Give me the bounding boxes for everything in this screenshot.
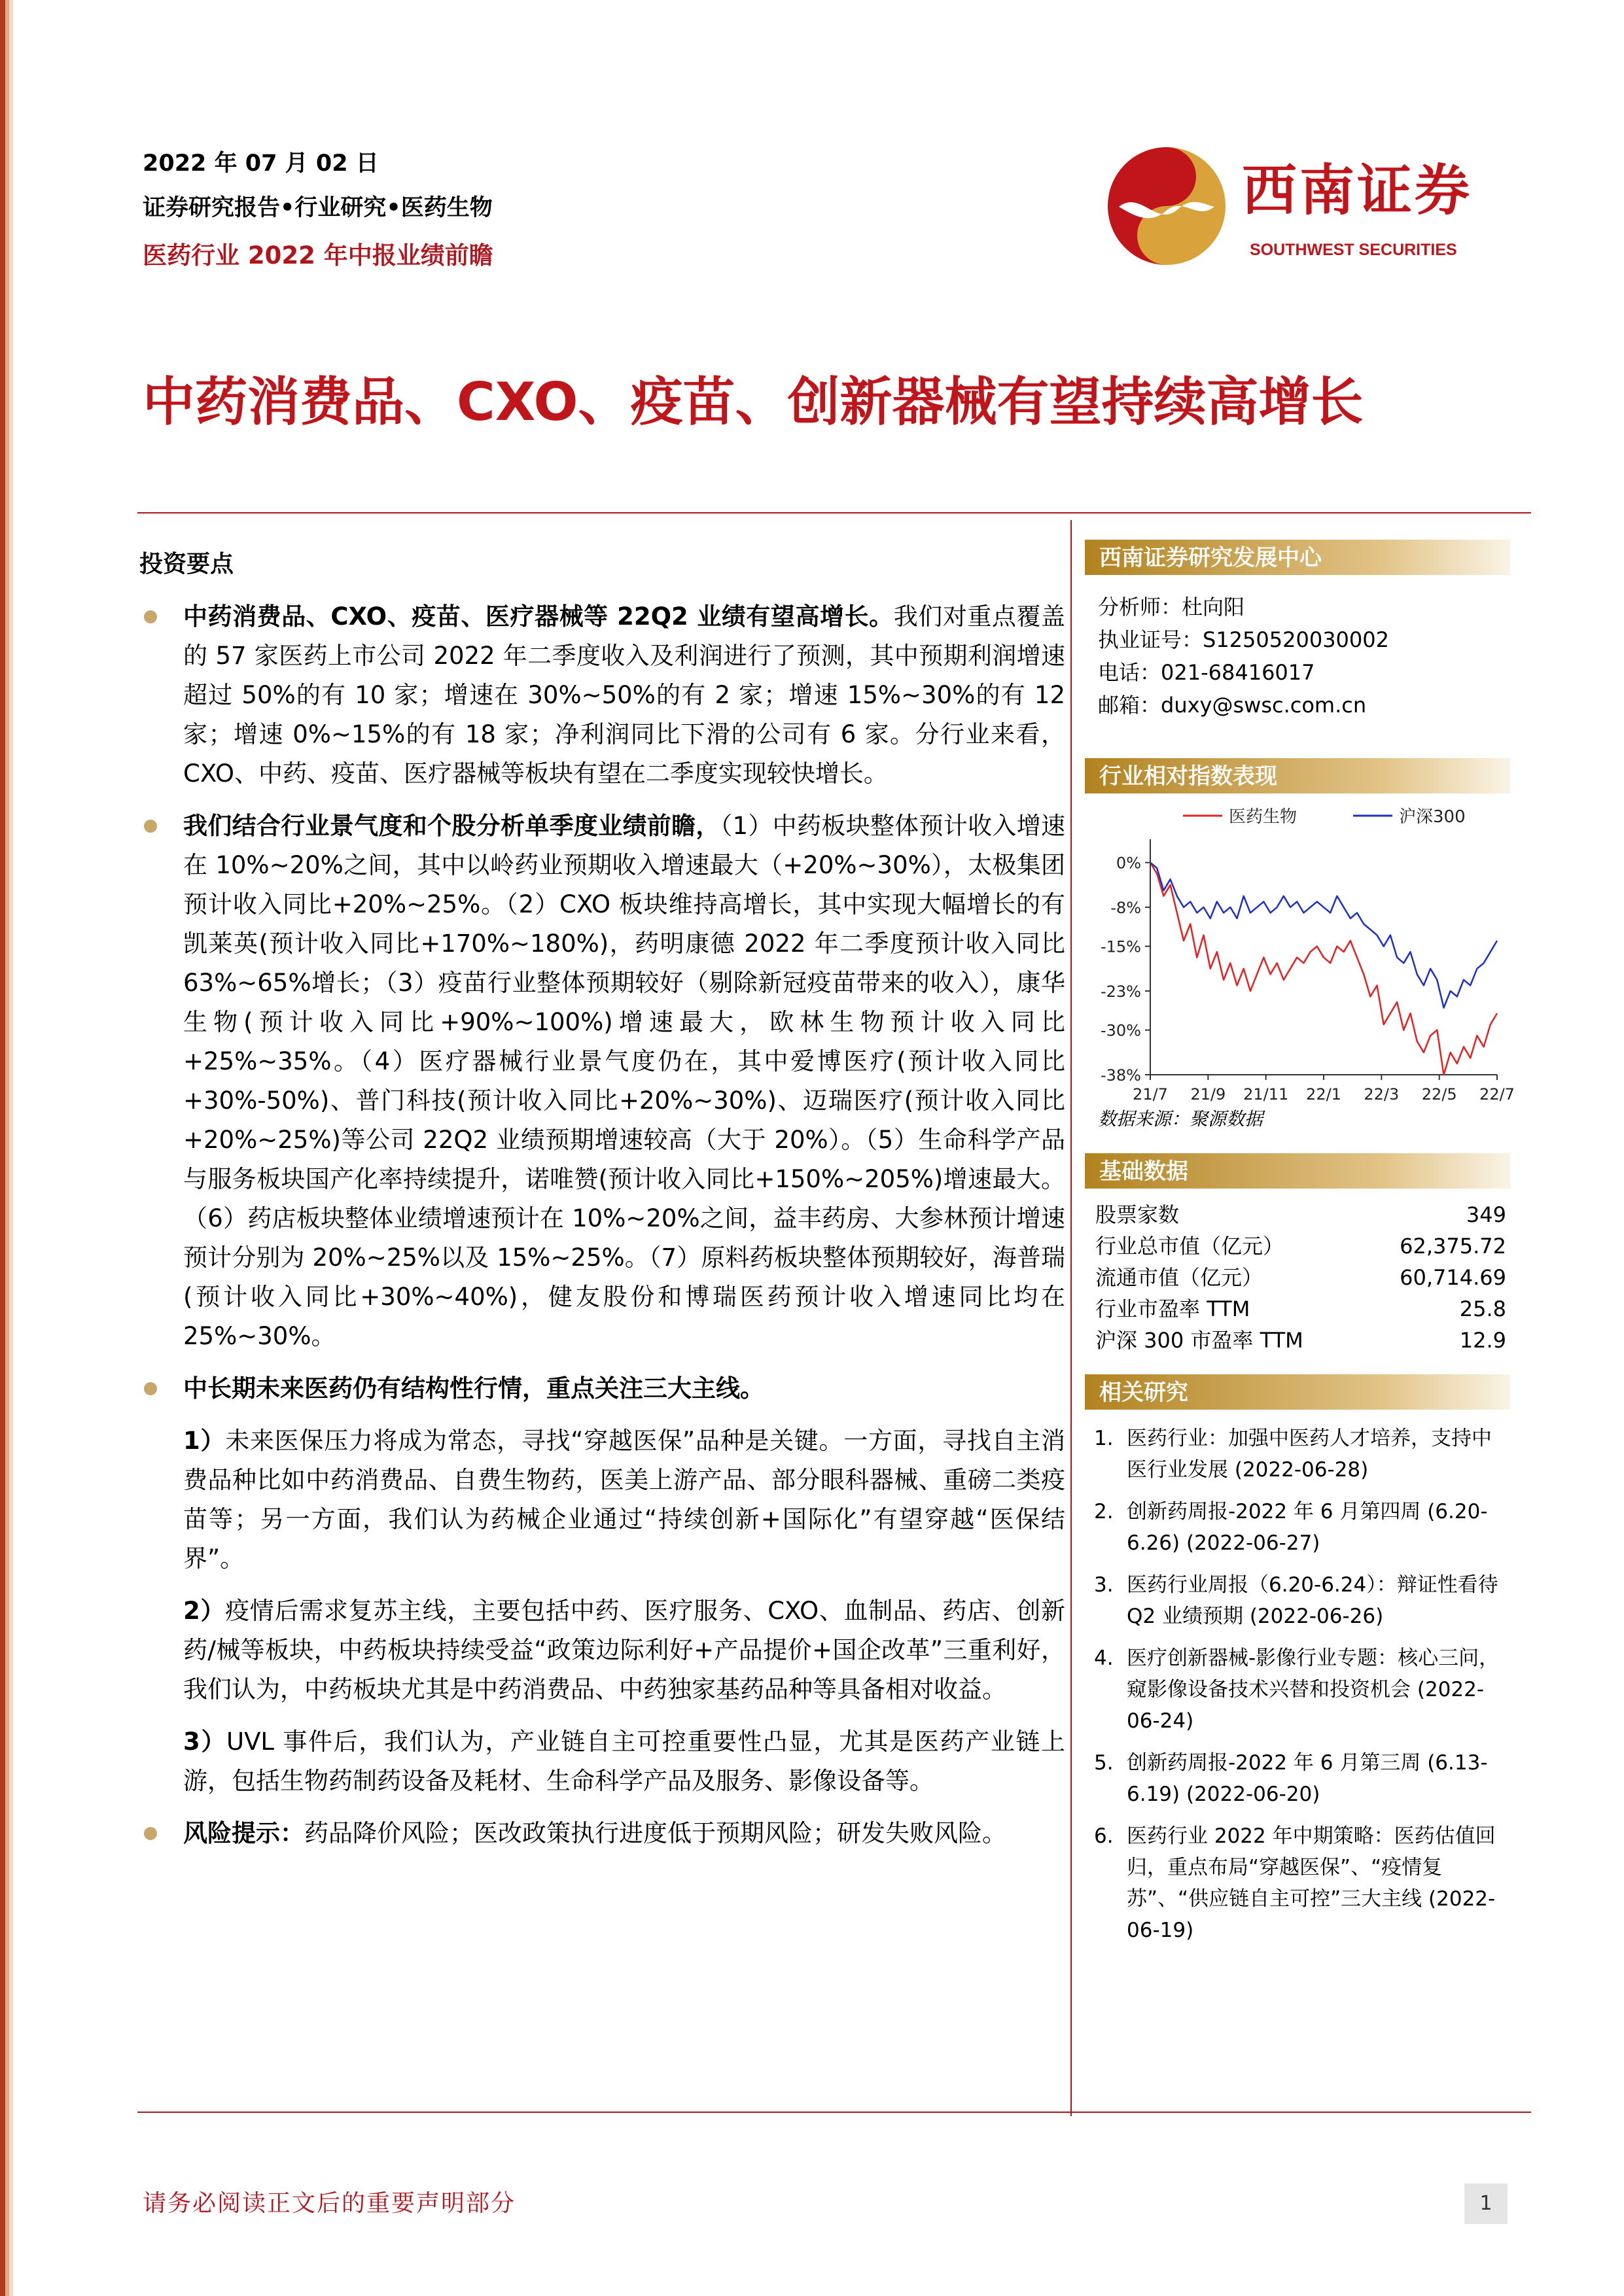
chart-title-bar: 行业相对指数表现 [1085,758,1510,793]
x-tick-label: 21/9 [1190,1085,1226,1104]
basic-data-label: 沪深 300 市盈率 TTM [1095,1328,1303,1353]
page-number: 1 [1464,2183,1508,2224]
sidebar [1085,540,1515,1957]
investment-bullet-1 [136,597,1065,793]
header-divider [137,512,1531,513]
report-title: 中药消费品、CXO、疫苗、创新器械有望持续高增长 [143,372,1364,432]
y-tick-label: -15% [1100,937,1141,956]
page-edge-stripe [0,0,13,2296]
investment-points [136,536,1065,1866]
investment-bullet-3 [136,1369,1065,1408]
related-research-item[interactable] [1094,1569,1510,1632]
basic-data-value: 349 [1466,1202,1506,1227]
related-research-item[interactable] [1094,1820,1510,1946]
basic-data-value: 25.8 [1459,1296,1506,1321]
x-tick-label: 22/3 [1364,1085,1400,1104]
risk-lead: 风险提示： [183,1819,304,1847]
related-item-number: 3. [1094,1573,1114,1597]
investment-bullet-2 [136,807,1065,1356]
company-logo [1104,144,1510,268]
paragraph-text: 疫情后需求复苏主线，主要包括中药、医疗服务、CXO、血制品、药店、创新药/械等板块，中药板块持续受益“政策边际利好+产品提价+国企改革”三重利好，我们认为，中药板块尤其是中药消费品、中药独家基药品种等具备相对收益。 [183,1597,1066,1703]
basic-data-label: 流通市值（亿元） [1095,1265,1263,1290]
paragraph-number: 2） [183,1597,226,1625]
analyst-name: 分析师：杜向阳 [1098,595,1245,619]
related-research-item[interactable] [1094,1423,1510,1486]
bullet-lead: 中药消费品、CXO、疫苗、医疗器械等 22Q2 业绩有望高增长。 [183,602,894,631]
research-center-bar: 西南证券研究发展中心 [1085,540,1510,575]
mainline-paragraph-3 [136,1722,1065,1801]
analyst-info [1085,575,1510,740]
paragraph-text: 未来医保压力将成为常态，寻找“穿越医保”品种是关键。一方面，寻找自主消费品种比如中药消费品、自费生物药，医美上游产品、部分眼科器械、重磅二类疫苗等；另一方面，我们认为药械企业通过“持续创新+国际化”有望穿越“医保结界”。 [183,1427,1065,1573]
legend-label: 沪深300 [1399,807,1466,827]
y-tick-label: -30% [1100,1021,1141,1040]
index-chart-section [1085,758,1515,1153]
basic-data-value: 12.9 [1459,1328,1506,1353]
x-tick-label: 22/1 [1306,1085,1341,1104]
logo-emblem-icon [1104,144,1229,268]
related-item-text: 创新药周报-2022 年 6 月第三周 (6.13-6.19) (2022-06-20) [1127,1751,1488,1806]
analyst-license: 执业证号：S1250520030002 [1098,627,1389,652]
x-tick-label: 21/11 [1243,1085,1289,1104]
related-item-text: 创新药周报-2022 年 6 月第四周 (6.20-6.26) (2022-06-27) [1127,1500,1488,1555]
related-item-number: 6. [1094,1824,1114,1848]
related-item-text: 医药行业：加强中医药人才培养，支持中医行业发展 (2022-06-28) [1127,1427,1492,1482]
basic-data-label: 行业市盈率 TTM [1095,1296,1250,1321]
report-subject: 医药行业 2022 年中报业绩前瞻 [143,241,493,270]
report-date: 2022 年 07 月 02 日 [143,150,379,177]
series-line [1150,863,1497,1008]
basic-data-label: 行业总市值（亿元） [1095,1234,1284,1259]
mainline-paragraph-2 [136,1592,1065,1709]
bullet-lead: 中长期未来医药仍有结构性行情，重点关注三大主线。 [183,1374,764,1402]
footer-divider [137,2112,1531,2113]
related-item-number: 1. [1094,1427,1114,1450]
report-category: 证券研究报告•行业研究•医药生物 [143,195,493,221]
logo-name-cn: 西南证券 [1242,158,1473,222]
risk-text: 药品降价风险；医改政策执行进度低于预期风险；研发失败风险。 [304,1819,1006,1847]
related-research-bar: 相关研究 [1085,1374,1510,1410]
paragraph-number: 3） [183,1728,226,1756]
y-tick-label: -23% [1100,982,1141,1001]
basic-data-row [1091,1199,1510,1230]
related-research-list [1085,1423,1510,1946]
paragraph-number: 1） [183,1427,226,1455]
related-item-text: 医药行业 2022 年中期策略：医药估值回归，重点布局“穿越医保”、“疫情复苏”、“供应链自主可控”三大主线 (2022-06-19) [1127,1824,1496,1942]
investment-heading: 投资要点 [139,551,234,578]
legend-label: 医药生物 [1229,807,1297,827]
basic-data-value: 62,375.72 [1400,1234,1506,1259]
column-divider [1070,520,1072,2116]
bullet-text: 我们对重点覆盖的 57 家医药上市公司 2022 年二季度收入及利润进行了预测，其中预期利润增速超过 50%的有 10 家；增速在 30%~50%的有 2 家；增速 15%~30%的有 12 家；增速 0%~15%的有 18 家；净利润同比下滑的公司有 6 家。分行业来看，CXO、中药、疫苗、医疗器械等板块有望在二季度实现较快增长。 [183,602,1066,788]
related-item-number: 5. [1094,1751,1114,1775]
x-tick-label: 22/7 [1479,1085,1515,1104]
footer-disclaimer: 请务必阅读正文后的重要声明部分 [143,2190,516,2217]
bullet-text: （1）中药板块整体预计收入增速在 10%~20%之间，其中以岭药业预期收入增速最大（+20%~30%），太极集团预计收入同比+20%~25%。（2）CXO 板块维持高增长，其中实现大幅增长的有凯莱英(预计收入同比+170%~180%)，药明康德 2022 年二季度预计收入同比 63%~65%增长；（3）疫苗行业整体预期较好（剔除新冠疫苗带来的收入），康华生物(预计收入同比+90%~100%)增速最大，欧林生物预计收入同比+25%~35%。（4）医疗器械行业景气度仍在，其中爱博医疗(预计收入同比+30%-50%)、普门科技(预计收入同比+20%~30%)、迈瑞医疗(预计收入同比+20%~25%)等公司 22Q2 业绩预期增速较高（大于 20%）。（5）生命科学产品与服务板块国产化率持续提升，诺唯赞(预计收入同比+150%~205%)增速最大。（6）药店板块整体业绩增速预计在 10%~20%之间，益丰药房、大参林预计增速预计分别为 20%~25%以及 15%~25%。（7）原料药板块整体预期较好，海普瑞(预计收入同比+30%~40%)，健友股份和博瑞医药预计收入增速同比均在 25%~30%。 [183,812,1066,1350]
related-research-item[interactable] [1094,1496,1510,1559]
analyst-phone: 电话：021-68416017 [1098,660,1315,685]
basic-data-table [1091,1199,1510,1356]
y-tick-label: 0% [1116,854,1141,873]
logo-name-en: SOUTHWEST SECURITIES [1250,241,1457,259]
y-tick-label: -38% [1100,1066,1141,1085]
related-item-text: 医药行业周报（6.20-6.24）：辩证性看待 Q2 业绩预期 (2022-06-26) [1127,1573,1498,1628]
risk-bullet [136,1814,1065,1853]
paragraph-text: UVL 事件后，我们认为，产业链自主可控重要性凸显，尤其是医药产业链上游，包括生物药制药设备及耗材、生命科学产品及服务、影像设备等。 [183,1728,1066,1795]
series-line [1150,863,1497,1075]
chart-source: 数据来源：聚源数据 [1098,1108,1263,1130]
analyst-email: 邮箱：duxy@swsc.com.cn [1098,693,1367,718]
mainline-paragraph-1 [136,1421,1065,1578]
related-item-number: 2. [1094,1500,1114,1523]
basic-data-row [1091,1293,1510,1325]
basic-data-value: 60,714.69 [1400,1265,1506,1290]
basic-data-row [1091,1230,1510,1262]
related-item-number: 4. [1094,1646,1114,1670]
basic-data-row [1091,1325,1510,1356]
bullet-lead: 我们结合行业景气度和个股分析单季度业绩前瞻， [183,812,720,840]
y-tick-label: -8% [1110,898,1141,917]
related-item-text: 医疗创新器械-影像行业专题：核心三问，窥影像设备技术兴替和投资机会 (2022-06-24) [1127,1646,1500,1733]
relative-index-chart [1085,800,1515,1104]
basic-data-bar: 基础数据 [1085,1153,1510,1189]
basic-data-label: 股票家数 [1095,1202,1180,1227]
x-tick-label: 22/5 [1421,1085,1457,1104]
related-research-item[interactable] [1094,1747,1510,1810]
related-research-item[interactable] [1094,1643,1510,1737]
x-tick-label: 21/7 [1133,1085,1168,1104]
basic-data-row [1091,1262,1510,1293]
